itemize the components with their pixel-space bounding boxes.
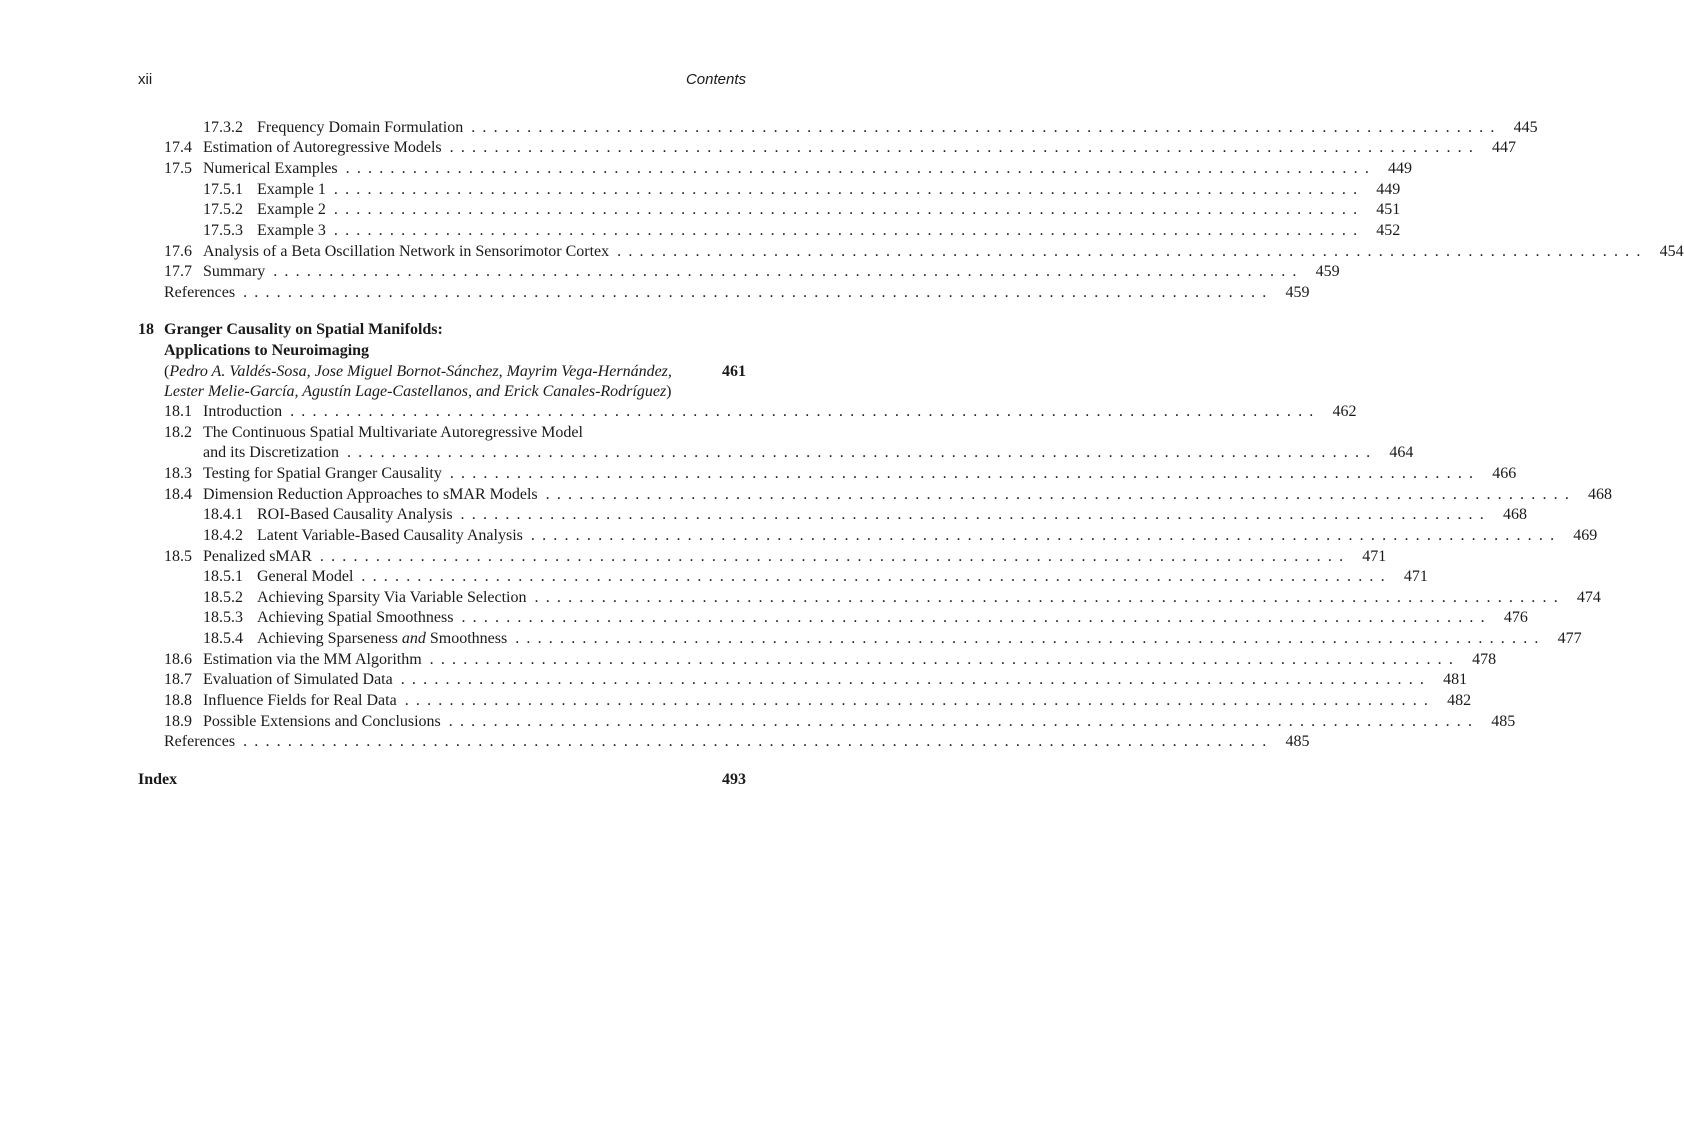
toc-entry[interactable]: [164, 670, 1468, 691]
entry-page: 451: [1376, 201, 1401, 218]
entry-title-post: Smoothness: [425, 630, 508, 647]
entry-page: 464: [1389, 444, 1414, 461]
entry-page: 468: [1502, 506, 1527, 523]
entry-page: 447: [1492, 139, 1517, 156]
entry-title: References: [164, 284, 236, 301]
entry-title: Penalized sMAR: [203, 548, 312, 565]
page-number: xii: [138, 71, 153, 88]
toc-entry[interactable]: [164, 423, 746, 444]
entry-page: 468: [1588, 486, 1613, 503]
toc-entry[interactable]: [164, 402, 1357, 423]
toc-entry[interactable]: [203, 567, 1428, 588]
index-page: 493: [722, 771, 746, 788]
entry-number: 18.2: [164, 424, 192, 441]
entry-number: 18.1: [164, 403, 192, 420]
toc-entry[interactable]: [164, 464, 1517, 485]
entry-title: Summary: [203, 263, 266, 280]
index-title: Index: [138, 771, 178, 788]
entry-page: 471: [1362, 548, 1387, 565]
entry-page: 462: [1332, 403, 1357, 420]
entry-page: 485: [1491, 713, 1516, 730]
entry-number: 17.3.2: [203, 119, 243, 136]
toc-entry[interactable]: [203, 221, 1401, 242]
index-entry[interactable]: [138, 770, 746, 791]
leader-dots: ............................................................................................: [290, 403, 1321, 420]
entry-title: Achieving Sparsity Via Variable Selection: [257, 589, 527, 606]
entry-page: 445: [1513, 119, 1538, 136]
toc-entry[interactable]: [164, 283, 1310, 304]
leader-dots: ............................................................................................: [319, 548, 1351, 565]
toc-entry[interactable]: [203, 588, 1601, 609]
entry-page: 478: [1472, 651, 1497, 668]
entry-title: Dimension Reduction Approaches to sMAR Models: [203, 486, 538, 503]
entry-title: Example 1: [257, 181, 326, 198]
entry-title: General Model: [257, 568, 354, 585]
entry-title: Influence Fields for Real Data: [203, 692, 397, 709]
entry-number: 18.5.1: [203, 568, 243, 585]
entry-page: 449: [1376, 181, 1401, 198]
entry-number: 17.5.2: [203, 201, 243, 218]
entry-number: 18.3: [164, 465, 192, 482]
entry-number: 18.9: [164, 713, 192, 730]
entry-title: Estimation via the MM Algorithm: [203, 651, 422, 668]
entry-number: 18.6: [164, 651, 192, 668]
entry-page: 452: [1376, 222, 1401, 239]
entry-title: Introduction: [203, 403, 283, 420]
leader-dots: ............................................................................................: [361, 568, 1392, 585]
entry-page: 471: [1403, 568, 1428, 585]
entry-title: ROI-Based Causality Analysis: [257, 506, 453, 523]
leader-dots: ............................................................................................: [515, 630, 1546, 647]
toc-entry[interactable]: [203, 608, 1528, 629]
entry-number: 17.4: [164, 139, 192, 156]
leader-dots: ............................................................................................: [617, 243, 1648, 260]
close-paren: ): [666, 383, 672, 400]
toc-entry[interactable]: [164, 138, 1517, 159]
leader-dots: ............................................................................................: [530, 527, 1562, 544]
toc-entry[interactable]: [164, 691, 1472, 712]
entry-title: Example 2: [257, 201, 326, 218]
entry-page: 485: [1285, 733, 1310, 750]
toc-entry[interactable]: [203, 200, 1401, 221]
entry-number: 17.7: [164, 263, 192, 280]
leader-dots: ............................................................................................: [429, 651, 1461, 668]
toc-entry[interactable]: [164, 547, 1387, 568]
chapter-number: 18: [138, 321, 154, 338]
leader-dots: ............................................................................................: [243, 284, 1274, 301]
toc-entry[interactable]: [203, 526, 1598, 547]
entry-number: 18.5: [164, 548, 192, 565]
entry-title: Estimation of Autoregressive Models: [203, 139, 442, 156]
entry-title: Example 3: [257, 222, 326, 239]
entry-title: Possible Extensions and Conclusions: [203, 713, 441, 730]
toc-entry[interactable]: [164, 732, 1310, 753]
entry-title: Achieving Spatial Smoothness: [257, 609, 454, 626]
entry-number: 18.7: [164, 671, 192, 688]
chapter-authors: [164, 362, 746, 383]
leader-dots: ............................................................................................: [333, 181, 1365, 198]
entry-number: 18.4: [164, 486, 192, 503]
entry-page: 477: [1557, 630, 1582, 647]
entry-title: Frequency Domain Formulation: [257, 119, 464, 136]
entry-title-emphasis: and: [401, 630, 426, 647]
leader-dots: ............................................................................................: [449, 139, 1481, 156]
leader-dots: ............................................................................................: [333, 201, 1365, 218]
chapter-title-line1: Granger Causality on Spatial Manifolds:: [164, 321, 443, 338]
entry-page: 454: [1659, 243, 1684, 260]
entry-number: 17.5.1: [203, 181, 243, 198]
toc-entry[interactable]: [164, 485, 1613, 506]
chapter-heading[interactable]: [138, 320, 746, 341]
entry-page: 476: [1503, 609, 1528, 626]
leader-dots: ............................................................................................: [460, 506, 1491, 523]
entry-title: Testing for Spatial Granger Causality: [203, 465, 442, 482]
toc-entry[interactable]: [164, 262, 1340, 283]
chapter-authors-cont: [164, 382, 746, 403]
entry-number: 18.5.4: [203, 630, 243, 647]
toc-entry[interactable]: [164, 242, 1684, 263]
toc-entry[interactable]: [203, 180, 1401, 201]
toc-entry[interactable]: [164, 159, 1413, 180]
leader-dots: ............................................................................................: [345, 160, 1377, 177]
entry-title-pre: Achieving Sparseness: [257, 630, 402, 647]
toc-entry[interactable]: [164, 650, 1497, 671]
leader-dots: ............................................................................................: [448, 713, 1480, 730]
entry-number: 18.8: [164, 692, 192, 709]
leader-dots: ............................................................................................: [471, 119, 1502, 136]
leader-dots: ............................................................................................: [404, 692, 1436, 709]
chapter-page: 461: [722, 363, 746, 380]
running-title: Contents: [685, 71, 746, 88]
authors-line2: Lester Melie-García, Agustín Lage-Castellanos, and Erick Canales-Rodríguez: [164, 383, 667, 400]
authors-line1: Pedro A. Valdés-Sosa, Jose Miguel Bornot-Sánchez, Mayrim Vega-Hernández,: [169, 363, 672, 380]
entry-page: 469: [1573, 527, 1598, 544]
entry-page: 459: [1315, 263, 1340, 280]
entry-page: 482: [1447, 692, 1472, 709]
entry-number: 17.6: [164, 243, 192, 260]
entry-title: Evaluation of Simulated Data: [203, 671, 393, 688]
entry-page: 449: [1388, 160, 1413, 177]
leader-dots: ............................................................................................: [534, 589, 1565, 606]
leader-dots: ............................................................................................: [243, 733, 1274, 750]
running-header: [138, 71, 746, 91]
entry-page: 481: [1443, 671, 1468, 688]
leader-dots: ............................................................................................: [400, 671, 1432, 688]
toc-entry[interactable]: [203, 505, 1527, 526]
leader-dots: ............................................................................................: [461, 609, 1492, 626]
toc-entry[interactable]: [164, 712, 1516, 733]
leader-dots: ............................................................................................: [545, 486, 1577, 503]
chapter-title-line2: Applications to Neuroimaging: [164, 342, 370, 359]
entry-title: The Continuous Spatial Multivariate Autoregressive Model: [203, 424, 583, 441]
entry-title: Latent Variable-Based Causality Analysis: [257, 527, 523, 544]
entry-title-cont: and its Discretization: [203, 444, 339, 461]
toc-entry-cont[interactable]: [203, 443, 1414, 464]
entry-title: References: [164, 733, 236, 750]
chapter-heading-cont: [164, 341, 746, 362]
entry-page: 466: [1492, 465, 1517, 482]
toc-entry[interactable]: [203, 629, 1582, 650]
leader-dots: ............................................................................................: [333, 222, 1365, 239]
leader-dots: ............................................................................................: [273, 263, 1304, 280]
entry-number: 18.5.3: [203, 609, 243, 626]
entry-number: 18.5.2: [203, 589, 243, 606]
entry-title: Analysis of a Beta Oscillation Network in Sensorimotor Cortex: [203, 243, 610, 260]
toc-entry[interactable]: [203, 118, 1538, 139]
entry-number: 18.4.2: [203, 527, 243, 544]
leader-dots: ............................................................................................: [346, 444, 1378, 461]
entry-page: 459: [1285, 284, 1310, 301]
entry-number: 17.5.3: [203, 222, 243, 239]
leader-dots: ............................................................................................: [449, 465, 1481, 482]
entry-number: 18.4.1: [203, 506, 243, 523]
open-paren: (: [164, 363, 170, 380]
entry-title: [257, 629, 507, 649]
entry-page: 474: [1576, 589, 1601, 606]
entry-title: Numerical Examples: [203, 160, 338, 177]
entry-number: 17.5: [164, 160, 192, 177]
